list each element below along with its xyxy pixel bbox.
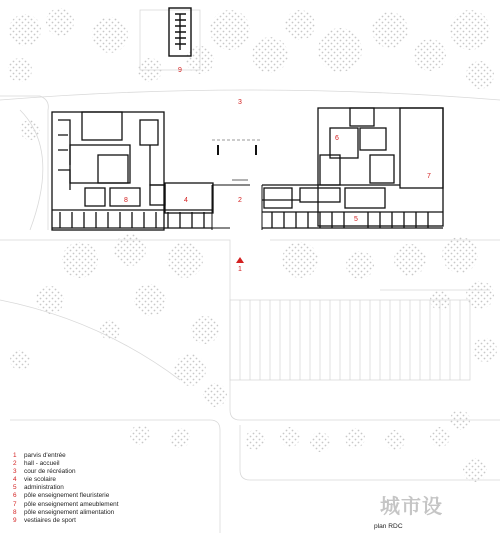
label-3: 3 [238,99,242,106]
label-9: 9 [178,67,182,74]
legend-number: 8 [13,508,17,516]
entrance-arrow-icon [236,257,244,263]
legend-text: pôle enseignement alimentation [24,508,115,516]
label-2: 2 [238,197,242,204]
legend-item [13,476,119,484]
legend-text: pôle enseignement ameublement [24,500,119,508]
legend-item [13,517,119,525]
legend-number: 1 [13,452,17,459]
label-1: 1 [238,266,242,273]
legend-number: 9 [13,516,17,524]
legend-text: vestiaires de sport [24,516,76,524]
legend-item [13,484,119,492]
legend-text: vie scolaire [24,476,56,484]
legend-text: administration [24,484,64,492]
legend [13,452,119,525]
legend-item [13,452,119,460]
building-west-wing [52,112,250,230]
legend-number: 2 [13,460,17,468]
label-4: 4 [184,197,188,204]
label-5: 5 [354,216,358,223]
building-vestiaires [169,8,191,56]
label-8: 8 [124,197,128,204]
building-east-wing [262,108,443,228]
trees [8,8,497,482]
legend-item [13,492,119,500]
legend-text: parvis d'entrée [24,452,66,459]
legend-text: pôle enseignement fleuristerie [24,492,110,500]
label-7: 7 [427,173,431,180]
legend-item [13,501,119,509]
legend-number: 5 [13,484,17,492]
legend-text: cour de récréation [24,468,76,476]
plan-title: plan RDC [374,523,403,530]
watermark-logo: 城市设 [380,494,443,518]
legend-item [13,468,119,476]
legend-number: 3 [13,468,17,476]
legend-number: 6 [13,492,17,500]
label-6: 6 [335,135,339,142]
legend-text: hall - accueil [24,460,60,468]
legend-item [13,509,119,517]
legend-number: 4 [13,476,17,484]
legend-item [13,460,119,468]
legend-number: 7 [13,500,17,508]
